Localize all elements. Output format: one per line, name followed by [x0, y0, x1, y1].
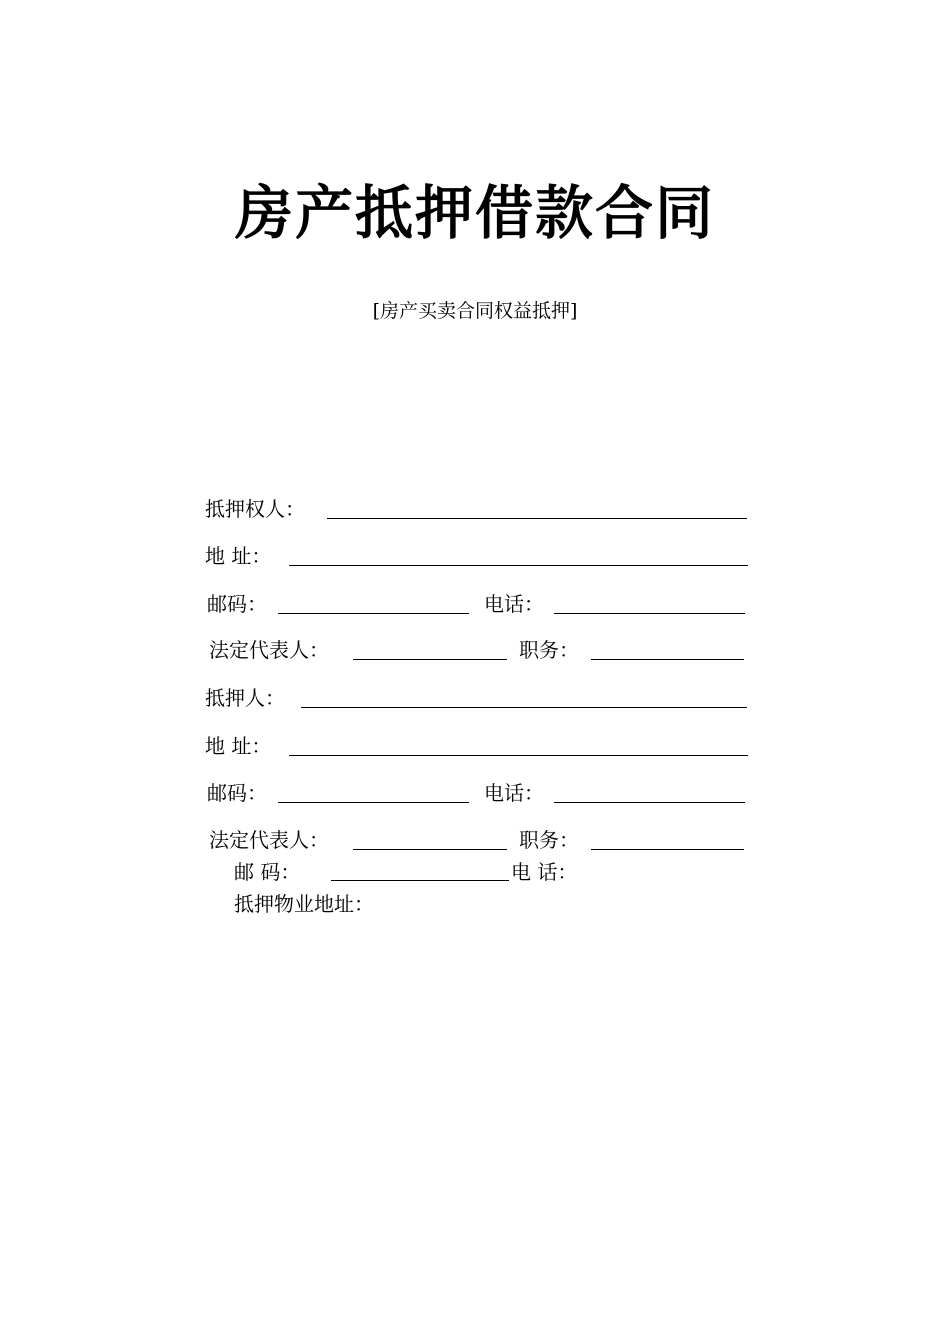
mortgagor-phone-blank[interactable]	[554, 802, 745, 803]
document-title: 房产抵押借款合同	[234, 179, 715, 247]
mortgagee-address-row	[205, 541, 750, 571]
mortgagor-legal-rep-label: 法定代表人：	[209, 828, 329, 852]
mortgagor-postcode-label: 邮码：	[207, 781, 267, 805]
mortgagor-address-label: 地 址：	[205, 734, 272, 758]
mortgagor-legal-rep-blank[interactable]	[353, 849, 507, 850]
mortgagor-position-blank[interactable]	[591, 849, 744, 850]
extra-postcode-label: 邮 码：	[234, 860, 301, 884]
mortgagee-rep-row	[205, 635, 750, 665]
mortgagor-row	[205, 683, 750, 713]
mortgagee-label: 抵押权人：	[205, 497, 305, 521]
mortgagor-postcode-blank[interactable]	[278, 802, 469, 803]
mortgagee-blank[interactable]	[327, 518, 747, 519]
mortgagor-blank[interactable]	[301, 707, 747, 708]
mortgagee-phone-label: 电话：	[484, 592, 544, 616]
document-subtitle: [房产买卖合同权益抵押]	[372, 300, 578, 322]
mortgagee-postcode-label: 邮码：	[207, 592, 267, 616]
mortgagee-address-blank[interactable]	[289, 565, 748, 566]
mortgagee-position-label: 职务：	[519, 638, 579, 662]
mortgagee-postcode-blank[interactable]	[278, 613, 469, 614]
mortgagee-legal-rep-label: 法定代表人：	[209, 638, 329, 662]
mortgagor-position-label: 职务：	[519, 828, 579, 852]
mortgagor-contact-row	[205, 778, 750, 808]
mortgagor-label: 抵押人：	[205, 686, 285, 710]
property-address-label: 抵押物业地址：	[234, 892, 374, 916]
mortgagor-phone-label: 电话：	[484, 781, 544, 805]
mortgagee-row	[205, 494, 750, 524]
mortgagee-position-blank[interactable]	[591, 659, 744, 660]
mortgagee-address-label: 地 址：	[205, 544, 272, 568]
mortgagee-phone-blank[interactable]	[554, 613, 745, 614]
mortgagee-legal-rep-blank[interactable]	[353, 659, 507, 660]
mortgagor-address-row	[205, 731, 750, 761]
extra-phone-label: 电 话：	[511, 860, 578, 884]
mortgagee-contact-row	[205, 589, 750, 619]
mortgagor-rep-row	[205, 825, 750, 855]
extra-postcode-blank[interactable]	[331, 880, 509, 881]
mortgagor-address-blank[interactable]	[289, 755, 748, 756]
